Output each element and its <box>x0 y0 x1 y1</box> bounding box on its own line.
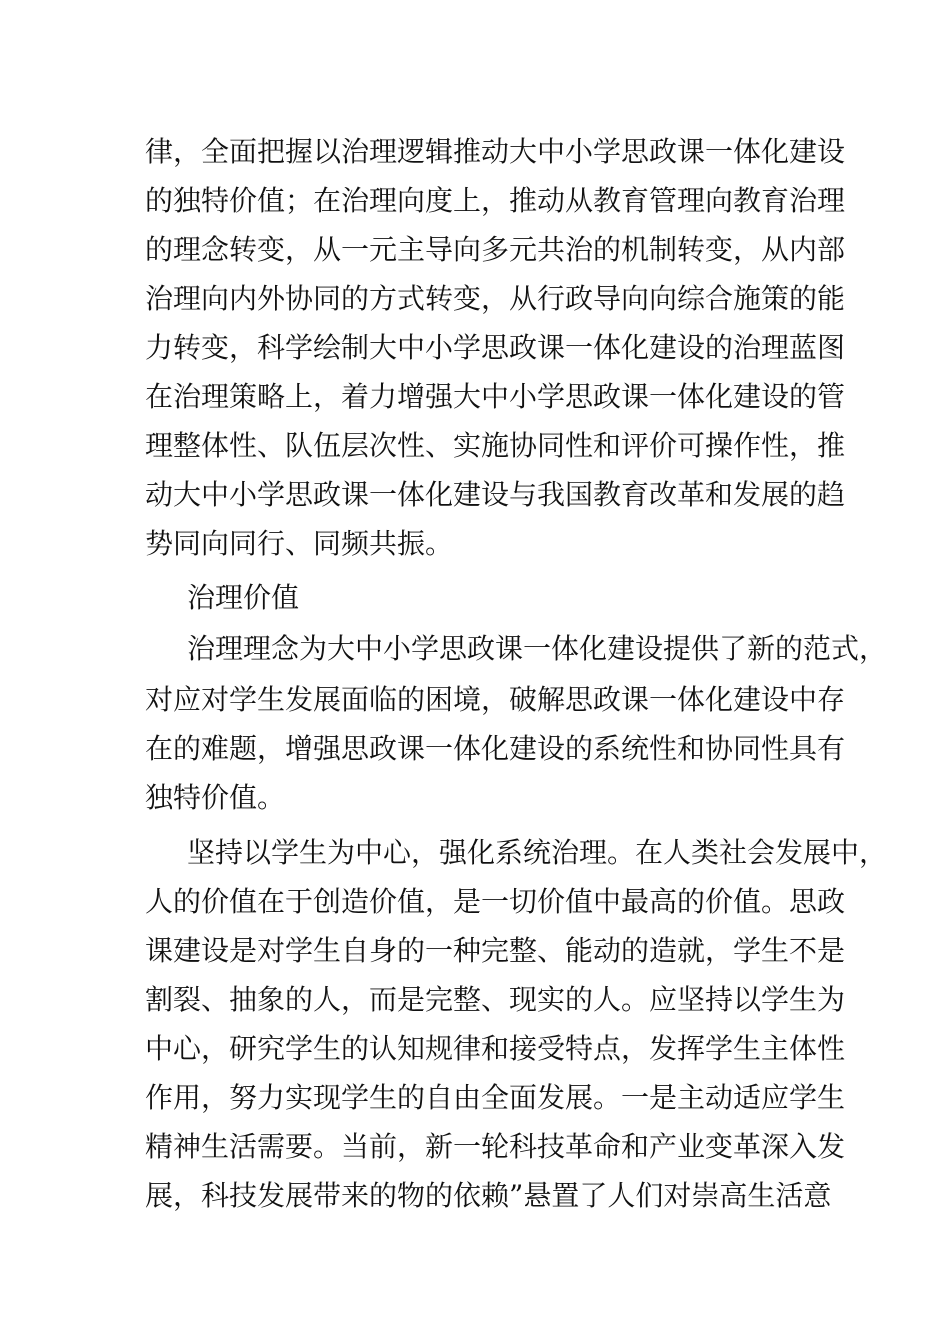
text-line: 展，科技发展带来的物的依赖”悬置了人们对崇高生活意 <box>145 1179 832 1212</box>
text-line: 势同向同行、同频共振。 <box>145 527 454 560</box>
text-line: 力转变，科学绘制大中小学思政课一体化建设的治理蓝图 <box>145 331 846 364</box>
text-line: 独特价值。 <box>145 781 286 814</box>
text-line: 对应对学生发展面临的困境，破解思政课一体化建设中存 <box>145 683 846 716</box>
text-line: 在的难题，增强思政课一体化建设的系统性和协同性具有 <box>145 732 846 765</box>
text-line: 律，全面把握以治理逻辑推动大中小学思政课一体化建设 <box>145 135 846 168</box>
text-line: 的独特价值；在治理向度上，推动从教育管理向教育治理 <box>145 184 846 217</box>
text-line: 精神生活需要。当前，新一轮科技革命和产业变革深入发 <box>145 1130 846 1163</box>
text-line: 人的价值在于创造价值，是一切价值中最高的价值。思政 <box>145 885 846 918</box>
text-line: 理整体性、队伍层次性、实施协同性和评价可操作性，推 <box>145 429 846 462</box>
text-line: 课建设是对学生自身的一种完整、能动的造就，学生不是 <box>145 934 846 967</box>
text-line: 的理念转变，从一元主导向多元共治的机制转变，从内部 <box>145 233 846 266</box>
section-heading: 治理价值 <box>187 581 300 614</box>
text-line: 治理向内外协同的方式转变，从行政导向向综合施策的能 <box>145 282 846 315</box>
text-line: 治理理念为大中小学思政课一体化建设提供了新的范式， <box>187 632 888 665</box>
text-line: 在治理策略上，着力增强大中小学思政课一体化建设的管 <box>145 380 846 413</box>
text-line: 坚持以学生为中心，强化系统治理。在人类社会发展中， <box>187 836 888 869</box>
text-line: 动大中小学思政课一体化建设与我国教育改革和发展的趋 <box>145 478 846 511</box>
text-line: 割裂、抽象的人，而是完整、现实的人。应坚持以学生为 <box>145 983 846 1016</box>
text-line: 作用，努力实现学生的自由全面发展。一是主动适应学生 <box>145 1081 846 1114</box>
text-line: 中心，研究学生的认知规律和接受特点，发挥学生主体性 <box>145 1032 846 1065</box>
